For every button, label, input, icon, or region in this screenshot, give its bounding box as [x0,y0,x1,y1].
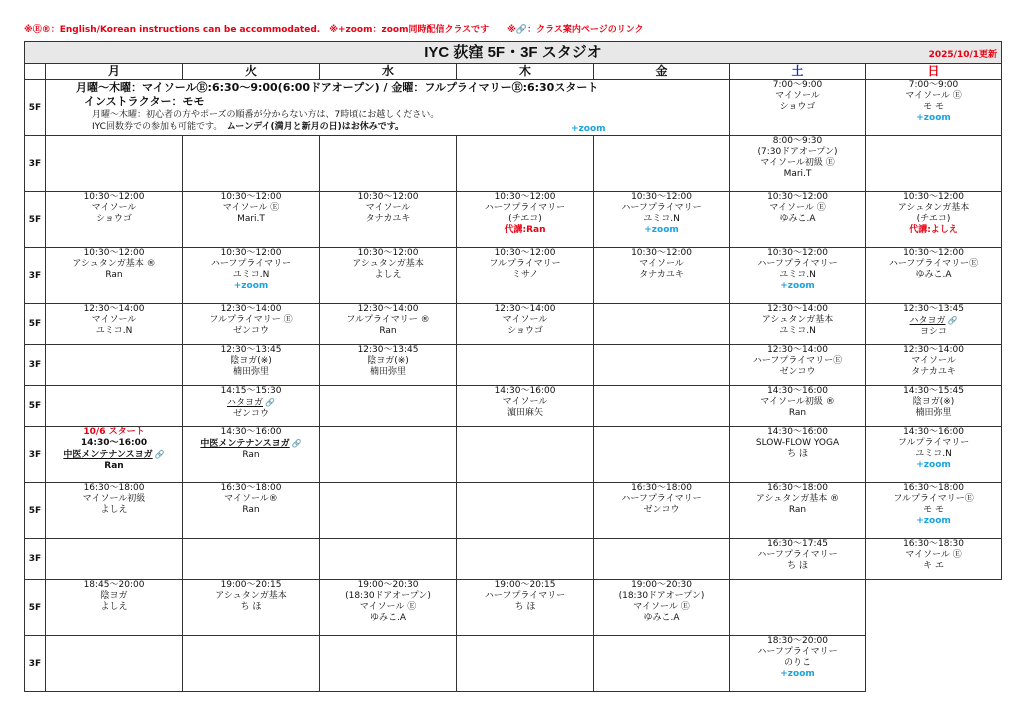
class-line: モ モ [923,505,944,515]
class-cell [457,386,594,427]
class-line: タナカユキ [911,367,956,377]
class-line: 7:00～9:00 [908,80,959,90]
class-line: Ran [788,408,807,418]
class-line: 12:30～14:00 [357,304,419,314]
class-line: ユミコ.N [779,326,816,336]
class-cell [866,539,1002,580]
class-line: 14:30～16:00 [767,427,828,437]
class-cell [730,539,866,580]
class-line: 14:30～16:00 [767,386,828,396]
empty-cell [866,136,1002,192]
class-line: ゼンコウ [232,409,269,419]
schedule-row [25,345,1002,386]
class-line: 楠田弥里 [915,408,952,418]
class-line: 10:30～12:00 [631,248,692,258]
empty-cell [46,386,183,427]
class-line: アシュタンガ基本 ® [72,259,156,269]
class-line: 12:30～13:45 [903,304,964,314]
empty-cell [594,539,730,580]
schedule-row [25,136,1002,192]
class-cell [730,248,866,304]
class-link[interactable]: 中医メンテナンスヨガ [200,439,290,449]
class-line: 14:30～16:00 [903,427,964,437]
class-line: 12:30～14:00 [220,304,282,314]
class-line: ハーフプライマリー [621,494,702,504]
class-line: (18:30ドアオープン) [345,591,431,601]
class-line: 10:30～12:00 [903,192,964,202]
link-icon[interactable]: 🔗 [154,450,165,459]
class-line: 10:30～12:00 [631,192,692,202]
class-line: ハーフプライマリーⒺ [888,259,979,269]
class-line: Ran [242,450,260,460]
empty-cell [594,386,730,427]
empty-cell [320,136,457,192]
floor-label: 5F [25,192,46,248]
link-icon[interactable]: 🔗 [291,439,302,448]
class-cell [866,345,1002,386]
class-line: ユミコ.N [643,214,680,224]
empty-cell [594,136,730,192]
schedule-row [25,580,1002,636]
class-line: ユミコ.N [779,270,816,280]
class-line: ハーフプライマリー [484,591,566,601]
class-line: のりこ [783,658,811,668]
empty-cell [457,636,594,692]
class-line: モ モ [923,102,944,112]
class-cell [594,248,730,304]
class-line: 14:30～16:00 [80,438,148,448]
class-line: ハーフプライマリー [757,647,838,657]
schedule-row [25,192,1002,248]
floor-label: 3F [25,248,46,304]
class-cell [320,304,457,345]
banner-note2 [46,121,729,133]
class-line: 10:30～12:00 [220,248,282,258]
class-cell [46,580,183,636]
class-cell [320,248,457,304]
class-line: 10:30～12:00 [494,192,556,202]
class-cell [866,248,1002,304]
class-line: 16:30～18:00 [631,483,692,493]
floor-label: 5F [25,304,46,345]
class-line: ユミコ.N [232,270,270,280]
class-line: (チエコ) [508,214,542,224]
class-cell [183,248,320,304]
day-header-sat: 土 [730,64,866,80]
day-header-tue: 火 [183,64,320,80]
header-notes: ※Ⓔ®：English/Korean instructions can be accommodated. ※+zoom：zoom同時配信クラスです ※🔗：クラス案内ページのリンク [24,25,644,35]
class-line: 12:30～14:00 [767,345,828,355]
class-cell [730,136,866,192]
zoom-badge[interactable]: +zoom [916,460,951,470]
class-line: SLOW-FLOW YOGA [755,438,840,448]
floor-label: 3F [25,427,46,483]
class-line: ユミコ.N [915,449,952,459]
empty-cell [457,539,594,580]
class-line: (チエコ) [916,214,951,224]
class-cell [730,304,866,345]
class-line: アシュタンガ基本 [215,591,287,601]
empty-cell [594,427,730,483]
class-line: 16:30～18:00 [220,483,282,493]
empty-cell [46,636,183,692]
class-cell [457,304,594,345]
class-line: ち ほ [787,561,808,571]
class-line: 10:30～12:00 [357,192,419,202]
class-line: (7:30ドアオープン) [757,147,838,157]
class-line: マイソール初級 Ⓔ [760,158,835,168]
class-line: ち ほ [514,602,536,612]
class-line: ハーフプライマリー [210,259,292,269]
class-cell [866,427,1002,483]
class-line: ゼンコウ [779,367,816,377]
class-line: Mari.T [237,214,265,224]
class-line: Mari.T [783,169,812,179]
zoom-badge[interactable]: +zoom [916,113,951,123]
class-line: マイソール® [224,494,278,504]
class-link[interactable]: ハタヨガ [909,316,946,326]
class-line: ち ほ [787,449,808,459]
morning-banner [46,80,730,136]
class-line: 8:00～9:30 [772,136,823,146]
class-line: マイソール Ⓔ [633,602,690,612]
zoom-badge[interactable]: +zoom [644,225,679,235]
class-cell [457,192,594,248]
schedule-row [25,80,1002,136]
class-line: マイソール [911,356,956,366]
class-line: マイソール [365,203,411,213]
class-line: マイソール [639,259,684,269]
floor-label: 3F [25,539,46,580]
class-cell [866,80,1002,136]
class-line: Ran [379,326,397,336]
class-cell [46,304,183,345]
schedule-row [25,427,1002,483]
day-header-mon: 月 [46,64,183,80]
class-line: 19:00～20:15 [494,580,556,590]
class-line: マイソール Ⓔ [905,550,962,560]
empty-cell [46,345,183,386]
zoom-badge[interactable]: +zoom [780,281,815,291]
class-cell [730,636,866,692]
class-line: マイソール [502,397,548,407]
class-line: 18:45～20:00 [83,580,145,590]
class-line: ショウゴ [779,102,816,112]
notice-text: 10/6 スタート [83,427,145,437]
floor-label: 3F [25,636,46,692]
empty-cell [594,345,730,386]
class-cell [46,248,183,304]
class-line: マイソール [91,203,137,213]
day-header-wed: 水 [320,64,457,80]
class-line: ショウゴ [96,214,132,224]
class-line: マイソール [502,315,548,325]
class-cell [183,304,320,345]
class-line: タナカユキ [639,270,684,280]
class-cell [320,192,457,248]
class-line: ゆみこ.A [643,613,680,623]
empty-cell [457,345,594,386]
class-line: 12:30～14:00 [83,304,145,314]
class-line: 16:30～17:45 [767,539,828,549]
class-line: 7:00～9:00 [772,80,823,90]
class-line: 14:30～16:00 [494,386,556,396]
class-line: 陰ヨガ(※) [912,397,955,407]
empty-cell [594,304,730,345]
class-line: マイソール [91,315,137,325]
class-line: 14:30～16:00 [220,427,282,437]
class-link[interactable]: ハタヨガ [227,398,264,408]
class-cell [46,192,183,248]
zoom-badge[interactable]: +zoom [233,281,269,291]
class-line: マイソール Ⓔ [769,203,826,213]
class-cell [730,427,866,483]
class-line: 12:30～14:00 [903,345,964,355]
class-line: 10:30～12:00 [83,192,145,202]
banner-note2-bold: ムーンデイ(満月と新月の日)はお休みです。 [226,122,404,132]
schedule-table [24,41,1002,692]
class-line: マイソール Ⓔ [222,203,280,213]
class-line: Ran [788,505,807,515]
class-line: 19:00～20:30 [631,580,692,590]
class-line: 19:00～20:15 [220,580,282,590]
class-line: ハーフプライマリー [757,550,838,560]
class-cell [183,386,320,427]
class-line: フルプライマリー [897,438,970,448]
class-line: 12:30～14:00 [767,304,828,314]
class-cell [730,80,866,136]
class-cell [46,483,183,539]
class-line: 16:30～18:00 [903,483,964,493]
empty-cell [46,539,183,580]
class-line: ゼンコウ [643,505,680,515]
empty-cell [457,483,594,539]
class-line: 10:30～12:00 [767,248,828,258]
corner-cell [25,64,46,80]
class-cell [183,427,320,483]
class-line: マイソール初級 [82,494,146,504]
class-line: 14:15～15:30 [220,386,282,396]
class-cell [730,192,866,248]
class-cell [183,580,320,636]
floor-label: 5F [25,80,46,136]
banner-note2-text: IYC回数券での参加も可能です。 [92,122,218,132]
day-header-thu: 木 [457,64,594,80]
class-cell [457,248,594,304]
class-line: ハーフプライマリー [484,203,566,213]
class-line: ゆみこ.A [915,270,952,280]
class-line: 10:30～12:00 [357,248,419,258]
title-bar [25,42,1002,64]
empty-cell [183,136,320,192]
class-line: (18:30ドアオープン) [618,591,705,601]
class-line: フルプライマリー [489,259,561,269]
banner-zoom-badge[interactable]: +zoom [571,124,606,134]
class-line: ゆみこ.A [369,613,407,623]
class-line: ハーフプライマリー [621,203,702,213]
class-line: 12:30～13:45 [220,345,282,355]
zoom-badge[interactable]: +zoom [780,669,815,679]
class-line: フルプライマリー Ⓔ [209,315,293,325]
class-line: よしえ [374,270,402,280]
empty-cell [457,427,594,483]
schedule-row [25,483,1002,539]
class-line: タナカユキ [365,214,411,224]
zoom-badge[interactable]: +zoom [916,516,951,526]
class-line: Ran [105,270,123,280]
empty-cell [183,539,320,580]
class-line: 16:30～18:00 [83,483,145,493]
page-title: IYC 荻窪 5F・3F スタジオ [424,44,602,61]
link-icon[interactable]: 🔗 [265,398,275,407]
class-line: アシュタンガ基本 ® [755,494,840,504]
class-line: マイソール Ⓔ [359,602,417,612]
class-line: ゼンコウ [232,326,269,336]
class-line: ゆみこ.A [779,214,816,224]
floor-label: 5F [25,580,46,636]
class-cell [866,192,1002,248]
class-link[interactable]: 中医メンテナンスヨガ [63,450,153,460]
banner-line1: 月曜～木曜：マイソールⒺ:6:30～9:00(6:00ドアオープン) / 金曜：フルプライマリーⒺ:6:30スタート [76,81,599,94]
class-line: マイソール Ⓔ [905,91,962,101]
class-cell [866,483,1002,539]
empty-cell [320,539,457,580]
schedule-row [25,539,1002,580]
empty-cell [320,386,457,427]
empty-cell [183,636,320,692]
class-line: 12:30～14:00 [494,304,556,314]
class-cell [457,580,594,636]
class-line: 12:30～13:45 [357,345,419,355]
class-cell [46,427,183,483]
class-cell [730,483,866,539]
empty-cell [730,580,866,636]
class-line: 楠田弥里 [369,367,406,377]
class-cell [866,304,1002,345]
schedule-row [25,636,1002,692]
floor-label: 5F [25,483,46,539]
schedule-row [25,304,1002,345]
class-line: アシュタンガ基本 [352,259,424,269]
class-line: アシュタンガ基本 [897,203,970,213]
class-line: 14:30～15:45 [903,386,964,396]
empty-cell [320,636,457,692]
class-cell [730,386,866,427]
class-line: 16:30～18:30 [903,539,964,549]
empty-cell [46,136,183,192]
class-line: マイソール [775,91,820,101]
day-header-fri: 金 [594,64,730,80]
class-line: ハーフプライマリー [757,259,838,269]
class-cell [320,345,457,386]
class-line: 16:30～18:00 [767,483,828,493]
notice-text: 代講:よしえ [909,225,958,235]
class-cell [594,483,730,539]
schedule-row [25,248,1002,304]
notice-text: 代講:Ran [504,225,546,235]
class-line: 陰ヨガ(※) [230,356,272,366]
class-line: ち ほ [240,602,262,612]
class-line: ミサノ [511,270,539,280]
class-line: フルプライマリー ® [346,315,430,325]
class-line: ユミコ.N [95,326,133,336]
class-line: よしえ [100,602,128,612]
class-line: 10:30～12:00 [494,248,556,258]
class-line: ショウゴ [507,326,543,336]
class-cell [730,345,866,386]
empty-cell [457,136,594,192]
class-line: 楠田弥里 [232,367,269,377]
class-line: ヨシコ [920,327,948,337]
class-line: 10:30～12:00 [83,248,145,258]
class-line: 陰ヨガ [100,591,128,601]
class-line: Ran [242,505,260,515]
class-line: 18:30～20:00 [767,636,828,646]
class-line: キ エ [923,561,944,571]
floor-label: 3F [25,136,46,192]
class-cell [183,192,320,248]
class-line: 陰ヨガ(※) [367,356,409,366]
floor-label: 5F [25,386,46,427]
class-line: Ran [104,461,124,471]
updated-date: 2025/10/1更新 [928,50,998,60]
empty-cell [320,427,457,483]
schedule-row [25,386,1002,427]
class-cell [183,483,320,539]
class-line: 19:00～20:30 [357,580,419,590]
class-line: 濵田麻矢 [506,408,543,418]
empty-cell [594,636,730,692]
class-line: アシュタンガ基本 [761,315,834,325]
day-header-sun: 日 [866,64,1002,80]
banner-note1: 月曜～木曜：初心者の方やポーズの順番が分からない方は、7時頃にお越しください。 [92,110,440,120]
class-cell [866,386,1002,427]
link-icon[interactable]: 🔗 [947,316,958,325]
class-line: よしえ [100,505,128,515]
class-cell [320,580,457,636]
class-line: 10:30～12:00 [220,192,282,202]
class-line: ハーフプライマリーⒺ [752,356,843,366]
class-line: マイソール初級 ® [760,397,835,407]
class-line: 10:30～12:00 [767,192,828,202]
class-cell [594,580,730,636]
class-cell [594,192,730,248]
class-cell [183,345,320,386]
class-line: 10:30～12:00 [903,248,964,258]
class-line: フルプライマリーⒺ [893,494,974,504]
banner-line2: インストラクター：モモ [84,95,205,108]
empty-cell [320,483,457,539]
floor-label: 3F [25,345,46,386]
